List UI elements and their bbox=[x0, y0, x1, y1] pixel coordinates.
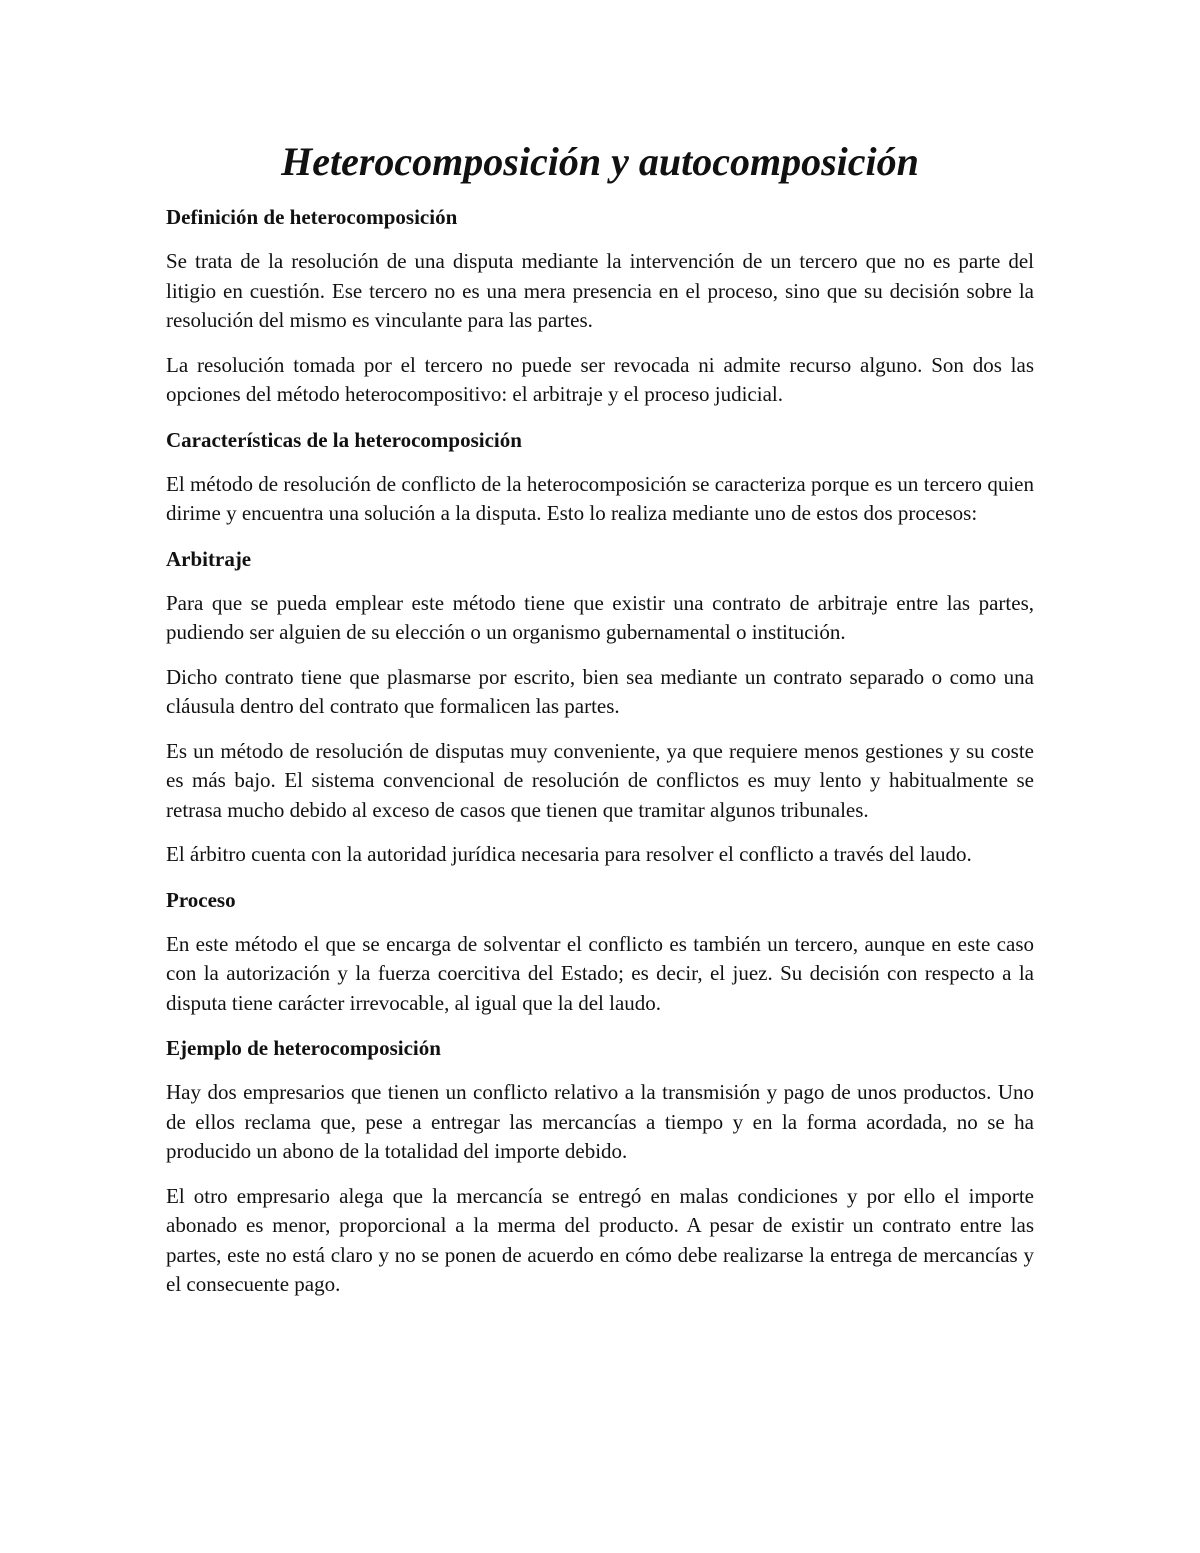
paragraph: El otro empresario alega que la mercancía se entregó en malas condiciones y por ello el importe abonado es menor, proporcional a la merma del producto. A pesar de existir un contrato entre las partes, este no está claro y no se ponen de acuerdo en cómo debe realizarse la entrega de mercancías y el consecuente pago. bbox=[166, 1183, 1034, 1296]
section-heading-arbitraje: Arbitraje bbox=[166, 546, 252, 571]
section-heading-ejemplo: Ejemplo de heterocomposición bbox=[166, 1036, 441, 1060]
paragraph: Hay dos empresarios que tienen un conflicto relativo a la transmisión y pago de unos productos. Uno de ellos reclama que, pese a entregar las mercancías a tiempo y en la forma acordada, no se ha producido un abono de la totalidad del importe debido. bbox=[166, 1080, 1034, 1163]
paragraph: El árbitro cuenta con la autoridad jurídica necesaria para resolver el conflicto a través del laudo. bbox=[166, 842, 972, 866]
section-heading-definicion: Definición de heterocomposición bbox=[166, 205, 458, 229]
document-title: Heterocomposición y autocomposición bbox=[281, 139, 919, 184]
paragraph: Para que se pueda emplear este método tiene que existir una contrato de arbitraje entre las partes, pudiendo ser alguien de su elección o un organismo gubernamental o institución. bbox=[166, 590, 1034, 644]
section-heading-proceso: Proceso bbox=[166, 887, 236, 912]
section-heading-caracteristicas: Características de la heterocomposición bbox=[166, 427, 522, 452]
document-body bbox=[166, 130, 1034, 1315]
paragraph: Es un método de resolución de disputas muy conveniente, ya que requiere menos gestiones y su coste es más bajo. El sistema convencional de resolución de conflictos es muy lento y habitualmente se retrasa mucho debido al exceso de casos que tienen que tramitar algunos tribunales. bbox=[166, 738, 1034, 822]
paragraph: La resolución tomada por el tercero no puede ser revocada ni admite recurso alguno. Son dos las opciones del método heterocompositivo: el arbitraje y el proceso judicial. bbox=[166, 352, 1034, 406]
paragraph: En este método el que se encarga de solventar el conflicto es también un tercero, aunque en este caso con la autorización y la fuerza coercitiva del Estado; es decir, el juez. Su decisión con respecto a la disputa tiene carácter irrevocable, al igual que la del laudo. bbox=[166, 931, 1034, 1015]
paragraph: Se trata de la resolución de una disputa mediante la intervención de un tercero que no es parte del litigio en cuestión. Ese tercero no es una mera presencia en el proceso, sino que su decisión sobre la resolución del mismo es vinculante para las partes. bbox=[166, 249, 1034, 332]
paragraph: Dicho contrato tiene que plasmarse por escrito, bien sea mediante un contrato separado o como una cláusula dentro del contrato que formalicen las partes. bbox=[166, 664, 1034, 718]
paragraph: El método de resolución de conflicto de la heterocomposición se caracteriza porque es un tercero quien dirime y encuentra una solución a la disputa. Esto lo realiza mediante uno de estos dos procesos: bbox=[166, 471, 1034, 525]
